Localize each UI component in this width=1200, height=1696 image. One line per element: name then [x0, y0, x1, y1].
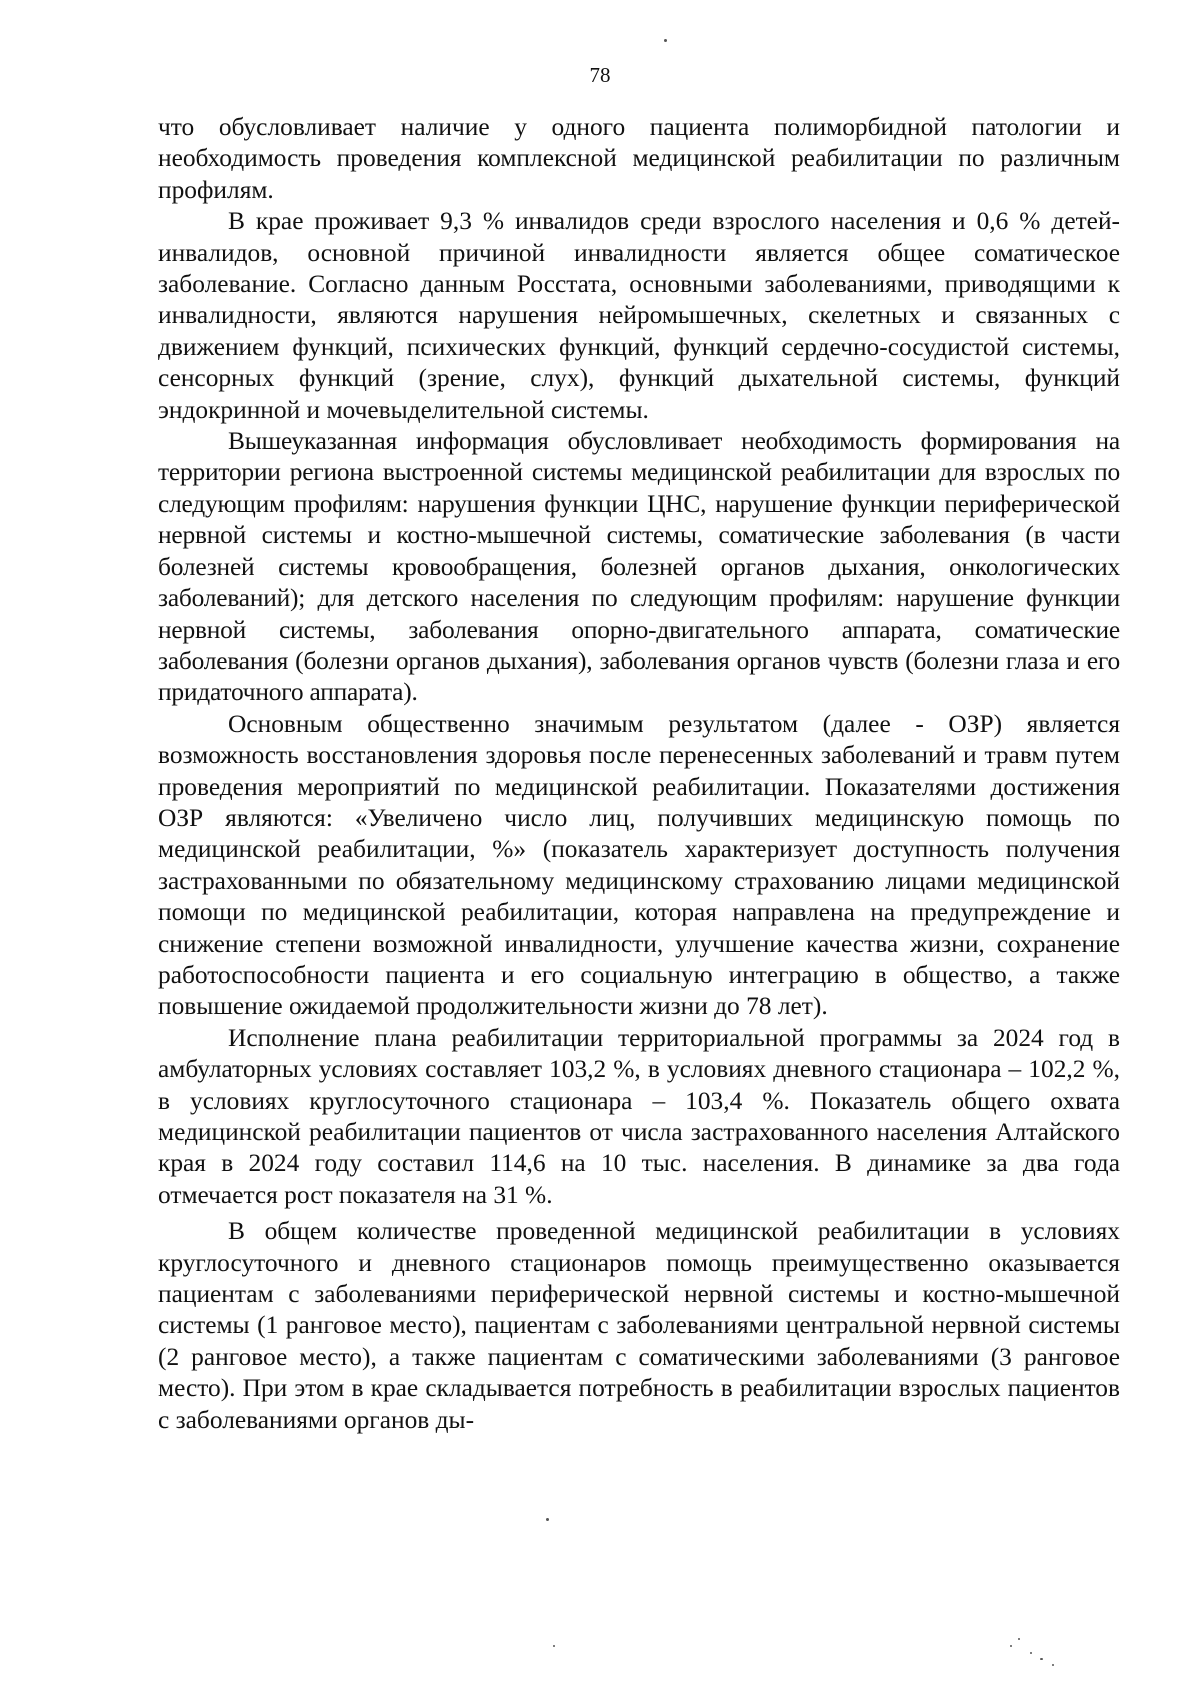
scan-speck: [1052, 1664, 1054, 1666]
body-text: [158, 112, 1120, 1436]
scan-speck: [1030, 1652, 1032, 1654]
scan-speck: [553, 1645, 555, 1647]
page-number: 78: [589, 63, 611, 87]
paragraph-4: Основным общественно значимым результатом (далее - ОЗР) является возможность восстановления здоровья после перенесенных заболеваний и травм путем проведения мероприятий по медицинской реабилитации. Показателями достижения ОЗР являются: «Увеличено число лиц, получивших медицинскую помощь по медицинской реабилитации, %» (показатель характеризует доступность получения застрахованными по обязательному медицинскому страхованию лицами медицинской помощи по медицинской реабилитации, которая направлена на предупреждение и снижение степени возможной инвалидности, улучшение качества жизни, сохранение работоспособности пациента и его социальную интеграцию в общество, а также повышение ожидаемой продолжительности жизни до 78 лет).: [158, 709, 1120, 1021]
paragraph-2: В крае проживает 9,3 % инвалидов среди взрослого населения и 0,6 % детей-инвалидов, основной причиной инвалидности является общее соматическое заболевание. Согласно данным Росстата, основными заболеваниями, приводящими к инвалидности, являются нарушения нейромышечных, скелетных и связанных с движением функций, психических функций, функций сердечно-сосудистой системы, сенсорных функций (зрение, слух), функций дыхательной системы, функций эндокринной и мочевыделительной системы.: [158, 207, 1120, 424]
paragraph-3: Вышеуказанная информация обусловливает необходимость формирования на территории региона выстроенной системы медицинской реабилитации для взрослых по следующим профилям: нарушения функции ЦНС, нарушение функции периферической нервной системы и костно-мышечной системы, соматические заболевания (в части болезней системы кровообращения, болезней органов дыхания, онкологических заболеваний); для детского населения по следующим профилям: нарушение функции нервной системы, заболевания опорно-двигательного аппарата, соматические заболевания (болезни органов дыхания), заболевания органов чувств (болезни глаза и его придаточного аппарата).: [158, 427, 1120, 707]
scan-speck: [546, 1518, 549, 1521]
scan-speck: [1010, 1645, 1012, 1647]
paragraph-5: Исполнение плана реабилитации территориальной программы за 2024 год в амбулаторных условиях составляет 103,2 %, в условиях дневного стационара – 102,2 %, в условиях круглосуточного стационара – 103,4 %. Показатель общего охвата медицинской реабилитации пациентов от числа застрахованного населения Алтайского края в 2024 году составил 114,6 на 10 тыс. населения. В динамике за два года отмечается рост показателя на 31 %.: [158, 1023, 1120, 1209]
scan-speck: [1018, 1638, 1020, 1640]
scan-speck: [664, 39, 667, 42]
scan-speck: [1040, 1658, 1043, 1660]
paragraph-6: В общем количестве проведенной медицинской реабилитации в условиях круглосуточного и дневного стационаров помощь преимущественно оказывается пациентам с заболеваниями периферической нервной системы и костно-мышечной системы (1 ранговое место), пациентам с заболеваниями центральной нервной системы (2 ранговое место), а также пациентам с соматическими заболеваниями (3 ранговое место). При этом в крае складывается потребность в реабилитации взрослых пациентов с заболеваниями органов ды-: [158, 1217, 1120, 1434]
paragraph-1: что обусловливает наличие у одного пациента полиморбидной патологии и необходимость проведения комплексной медицинской реабилитации по различным профилям.: [158, 113, 1120, 204]
